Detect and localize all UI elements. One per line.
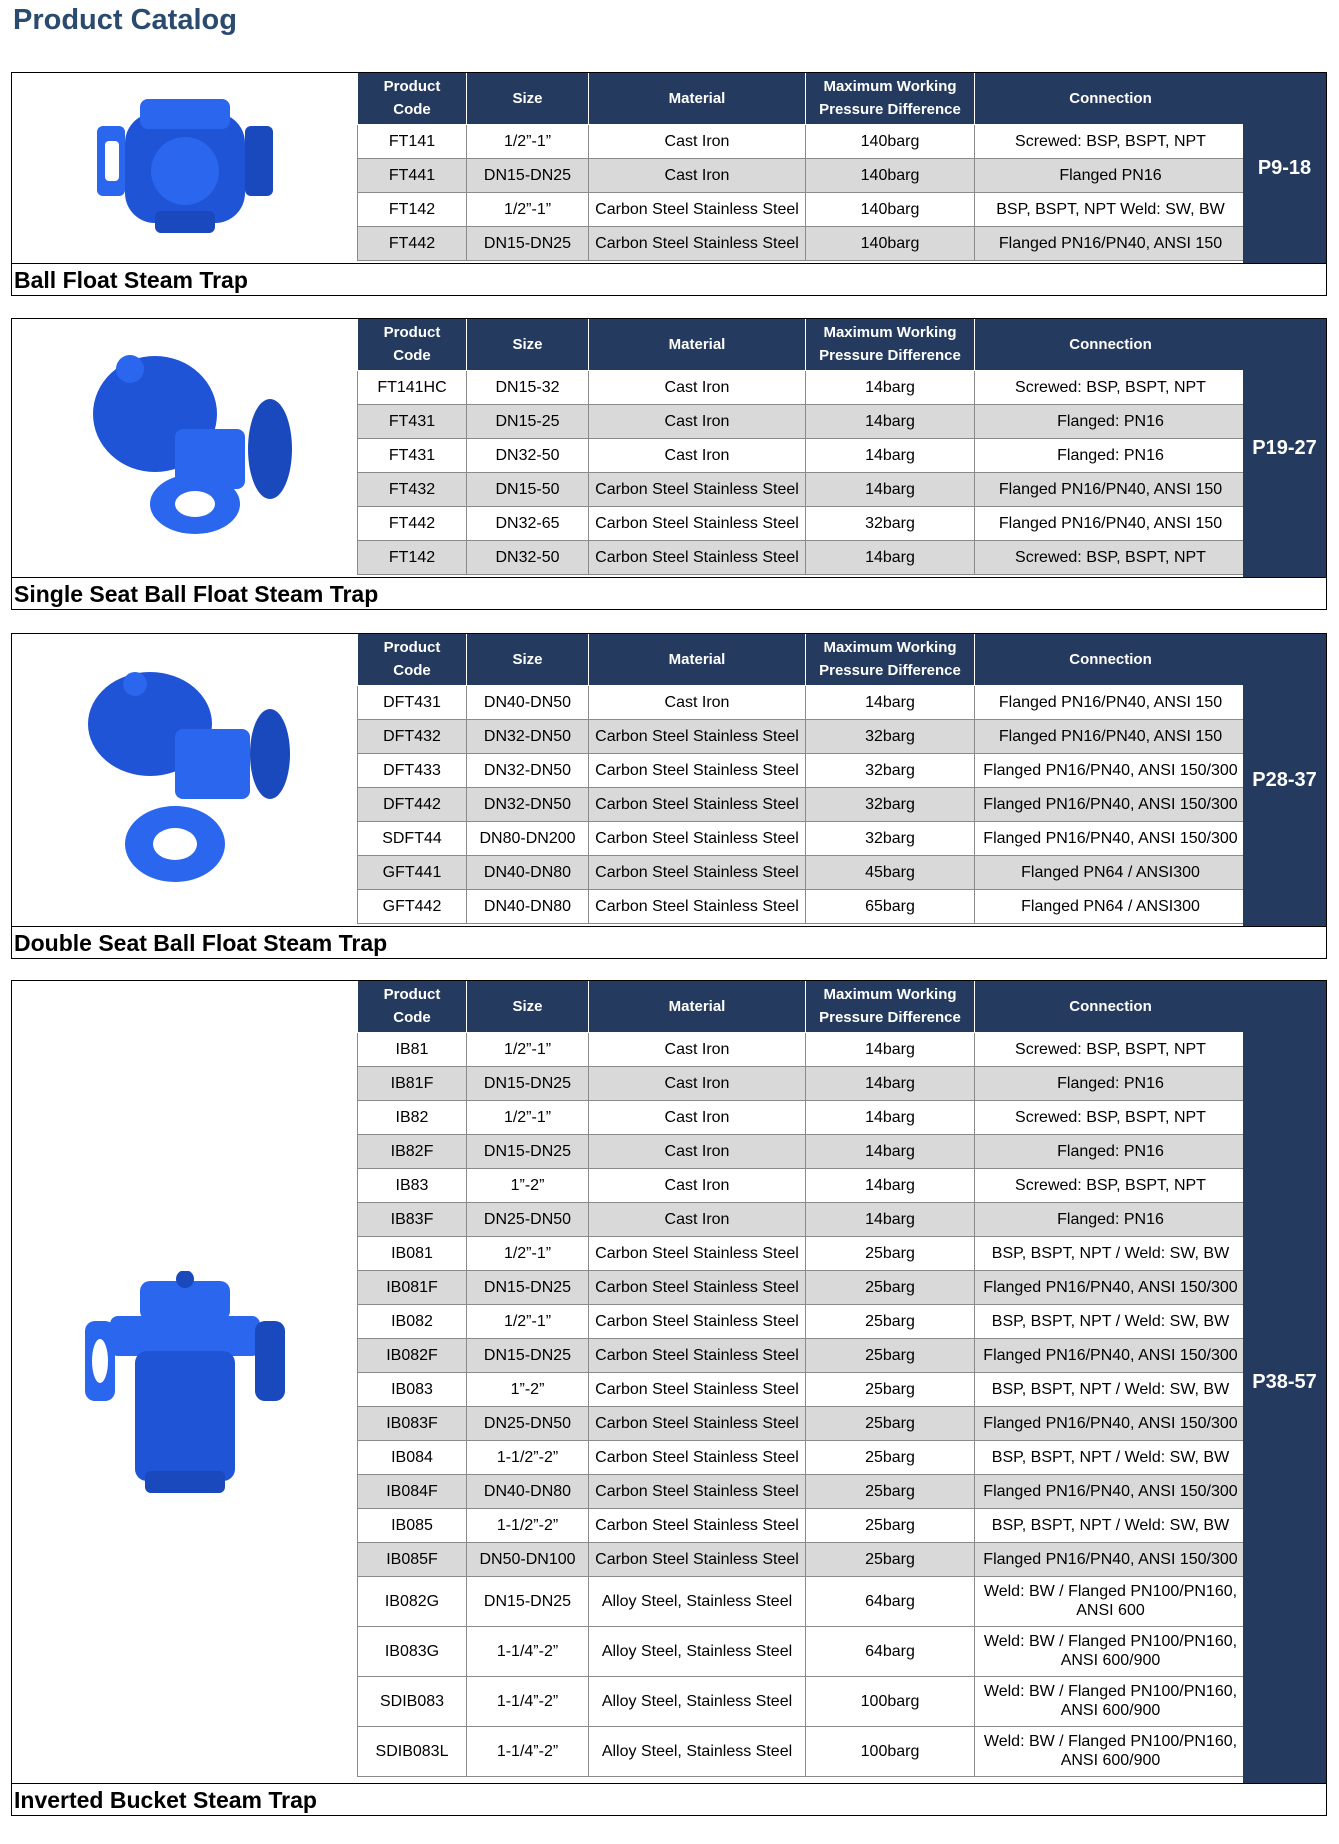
cell-code: FT432 [358, 472, 467, 506]
table-row [358, 158, 1247, 192]
table-row [358, 124, 1247, 158]
cell-pressure: 14barg [806, 438, 975, 472]
cell-pressure: 14barg [806, 1202, 975, 1236]
spec-table [357, 981, 1247, 1777]
cell-size: DN15-DN25 [467, 226, 589, 260]
cell-size: DN15-DN25 [467, 1134, 589, 1168]
table-row [358, 1134, 1247, 1168]
cell-connection: Weld: BW / Flanged PN100/PN160, ANSI 600/900 [975, 1626, 1247, 1676]
cell-code: FT142 [358, 192, 467, 226]
cell-size: DN32-DN50 [467, 787, 589, 821]
col-header-product-code: Product Code [358, 73, 467, 124]
table-row [358, 855, 1247, 889]
cell-size: DN15-50 [467, 472, 589, 506]
cell-size: DN15-DN25 [467, 158, 589, 192]
cell-size: DN25-DN50 [467, 1406, 589, 1440]
cell-material: Carbon Steel Stainless Steel [589, 855, 806, 889]
cell-size: DN15-25 [467, 404, 589, 438]
cell-connection: Flanged: PN16 [975, 404, 1247, 438]
cell-material: Carbon Steel Stainless Steel [589, 889, 806, 923]
cell-size: DN32-50 [467, 438, 589, 472]
cell-material: Alloy Steel, Stainless Steel [589, 1576, 806, 1626]
table-row [358, 1236, 1247, 1270]
col-header-connection: Connection [975, 73, 1247, 124]
cell-material: Carbon Steel Stainless Steel [589, 226, 806, 260]
cell-pressure: 25barg [806, 1508, 975, 1542]
col-header-connection: Connection [975, 981, 1247, 1032]
col-header-material: Material [589, 319, 806, 370]
section-single-seat-ball-float-steam-trap [11, 318, 1327, 610]
cell-size: DN32-50 [467, 540, 589, 574]
col-header-size: Size [467, 319, 589, 370]
cell-material: Carbon Steel Stainless Steel [589, 787, 806, 821]
section-label: Double Seat Ball Float Steam Trap [12, 926, 1326, 958]
cell-connection: Flanged PN16/PN40, ANSI 150/300 [975, 1474, 1247, 1508]
cell-connection: Flanged PN16/PN40, ANSI 150 [975, 472, 1247, 506]
col-header-connection: Connection [975, 634, 1247, 685]
spec-table [357, 634, 1247, 924]
cell-code: IB085F [358, 1542, 467, 1576]
cell-pressure: 140barg [806, 226, 975, 260]
cell-connection: Flanged PN16/PN40, ANSI 150/300 [975, 787, 1247, 821]
cell-pressure: 32barg [806, 719, 975, 753]
table-row [358, 787, 1247, 821]
table-row [358, 1338, 1247, 1372]
cell-code: IB82 [358, 1100, 467, 1134]
cell-material: Carbon Steel Stainless Steel [589, 1372, 806, 1406]
cell-connection: Flanged PN16/PN40, ANSI 150/300 [975, 1270, 1247, 1304]
product-image-cell [12, 634, 357, 926]
cell-code: DFT431 [358, 685, 467, 719]
cell-pressure: 32barg [806, 821, 975, 855]
col-header-size: Size [467, 634, 589, 685]
cell-pressure: 45barg [806, 855, 975, 889]
cell-material: Carbon Steel Stainless Steel [589, 753, 806, 787]
cell-pressure: 140barg [806, 192, 975, 226]
cell-size: DN15-DN25 [467, 1338, 589, 1372]
cell-pressure: 25barg [806, 1236, 975, 1270]
cell-material: Carbon Steel Stainless Steel [589, 472, 806, 506]
table-row [358, 1676, 1247, 1726]
ball-float-trap-image [85, 91, 285, 241]
cell-size: DN25-DN50 [467, 1202, 589, 1236]
cell-connection: BSP, BSPT, NPT / Weld: SW, BW [975, 1304, 1247, 1338]
table-row [358, 1406, 1247, 1440]
page-reference: P9-18 [1243, 73, 1326, 263]
table-row [358, 1168, 1247, 1202]
cell-size: 1/2”-1” [467, 1032, 589, 1066]
cell-material: Carbon Steel Stainless Steel [589, 192, 806, 226]
double-seat-trap-image [75, 669, 295, 889]
cell-connection: Screwed: BSP, BSPT, NPT [975, 1100, 1247, 1134]
cell-connection: Flanged PN16/PN40, ANSI 150 [975, 685, 1247, 719]
cell-code: FT141 [358, 124, 467, 158]
cell-material: Carbon Steel Stainless Steel [589, 1236, 806, 1270]
cell-size: DN40-DN50 [467, 685, 589, 719]
table-row [358, 404, 1247, 438]
cell-connection: Weld: BW / Flanged PN100/PN160, ANSI 600/900 [975, 1676, 1247, 1726]
cell-size: 1-1/2”-2” [467, 1440, 589, 1474]
cell-material: Cast Iron [589, 1066, 806, 1100]
cell-material: Cast Iron [589, 1100, 806, 1134]
inverted-bucket-trap-image [80, 1271, 290, 1501]
product-image-cell [12, 981, 357, 1783]
cell-pressure: 14barg [806, 685, 975, 719]
cell-code: SDFT44 [358, 821, 467, 855]
cell-pressure: 14barg [806, 1100, 975, 1134]
cell-code: IB081F [358, 1270, 467, 1304]
cell-pressure: 64barg [806, 1576, 975, 1626]
cell-size: 1/2”-1” [467, 192, 589, 226]
cell-material: Cast Iron [589, 1134, 806, 1168]
cell-size: DN50-DN100 [467, 1542, 589, 1576]
cell-connection: Screwed: BSP, BSPT, NPT [975, 540, 1247, 574]
cell-material: Alloy Steel, Stainless Steel [589, 1676, 806, 1726]
spec-table [357, 73, 1247, 261]
page-reference: P28-37 [1243, 634, 1326, 926]
cell-pressure: 32barg [806, 787, 975, 821]
cell-code: IB084 [358, 1440, 467, 1474]
table-row [358, 472, 1247, 506]
cell-connection: Flanged PN16/PN40, ANSI 150 [975, 719, 1247, 753]
cell-material: Carbon Steel Stainless Steel [589, 1542, 806, 1576]
cell-material: Cast Iron [589, 438, 806, 472]
cell-size: DN40-DN80 [467, 855, 589, 889]
cell-size: 1-1/4”-2” [467, 1726, 589, 1776]
cell-material: Cast Iron [589, 1032, 806, 1066]
cell-connection: Screwed: BSP, BSPT, NPT [975, 1168, 1247, 1202]
cell-code: IB082F [358, 1338, 467, 1372]
cell-size: DN15-DN25 [467, 1576, 589, 1626]
cell-code: GFT441 [358, 855, 467, 889]
cell-connection: Flanged PN16 [975, 158, 1247, 192]
cell-pressure: 14barg [806, 404, 975, 438]
cell-size: 1-1/2”-2” [467, 1508, 589, 1542]
section-label: Single Seat Ball Float Steam Trap [12, 577, 1326, 609]
page-title: Product Catalog [13, 4, 237, 36]
cell-material: Carbon Steel Stainless Steel [589, 1304, 806, 1338]
cell-connection: Flanged PN16/PN40, ANSI 150/300 [975, 821, 1247, 855]
table-row [358, 540, 1247, 574]
cell-size: DN80-DN200 [467, 821, 589, 855]
cell-pressure: 14barg [806, 1134, 975, 1168]
section-label: Inverted Bucket Steam Trap [12, 1783, 1326, 1815]
section-inverted-bucket-steam-trap [11, 980, 1327, 1816]
cell-material: Carbon Steel Stainless Steel [589, 1338, 806, 1372]
cell-code: SDIB083L [358, 1726, 467, 1776]
col-header-size: Size [467, 73, 589, 124]
cell-pressure: 14barg [806, 370, 975, 404]
cell-size: 1/2”-1” [467, 1100, 589, 1134]
col-header-pressure: Maximum Working Pressure Difference [806, 319, 975, 370]
cell-pressure: 14barg [806, 1032, 975, 1066]
cell-size: 1/2”-1” [467, 124, 589, 158]
col-header-material: Material [589, 73, 806, 124]
cell-code: FT142 [358, 540, 467, 574]
cell-size: 1”-2” [467, 1168, 589, 1202]
cell-pressure: 100barg [806, 1726, 975, 1776]
cell-material: Carbon Steel Stainless Steel [589, 1440, 806, 1474]
cell-connection: BSP, BSPT, NPT / Weld: SW, BW [975, 1508, 1247, 1542]
cell-pressure: 14barg [806, 1066, 975, 1100]
section-label: Ball Float Steam Trap [12, 263, 1326, 295]
cell-material: Carbon Steel Stainless Steel [589, 1406, 806, 1440]
cell-size: DN15-32 [467, 370, 589, 404]
cell-material: Cast Iron [589, 404, 806, 438]
cell-code: IB081 [358, 1236, 467, 1270]
cell-size: 1/2”-1” [467, 1236, 589, 1270]
table-row [358, 1726, 1247, 1776]
cell-pressure: 32barg [806, 753, 975, 787]
cell-pressure: 100barg [806, 1676, 975, 1726]
cell-connection: Flanged PN16/PN40, ANSI 150/300 [975, 1542, 1247, 1576]
cell-connection: Flanged PN16/PN40, ANSI 150/300 [975, 1338, 1247, 1372]
table-row [358, 685, 1247, 719]
cell-connection: Flanged: PN16 [975, 1202, 1247, 1236]
table-row [358, 1032, 1247, 1066]
cell-pressure: 14barg [806, 540, 975, 574]
table-row [358, 506, 1247, 540]
cell-code: IB83F [358, 1202, 467, 1236]
cell-material: Alloy Steel, Stainless Steel [589, 1626, 806, 1676]
table-row [358, 1542, 1247, 1576]
cell-code: DFT432 [358, 719, 467, 753]
cell-connection: Flanged: PN16 [975, 1066, 1247, 1100]
cell-connection: Flanged: PN16 [975, 1134, 1247, 1168]
cell-connection: Flanged: PN16 [975, 438, 1247, 472]
cell-pressure: 25barg [806, 1542, 975, 1576]
table-row [358, 1372, 1247, 1406]
cell-material: Carbon Steel Stainless Steel [589, 506, 806, 540]
cell-pressure: 14barg [806, 472, 975, 506]
cell-code: IB81 [358, 1032, 467, 1066]
spec-table [357, 319, 1247, 575]
col-header-product-code: Product Code [358, 319, 467, 370]
cell-connection: BSP, BSPT, NPT / Weld: SW, BW [975, 1236, 1247, 1270]
table-row [358, 1474, 1247, 1508]
cell-material: Alloy Steel, Stainless Steel [589, 1726, 806, 1776]
cell-pressure: 65barg [806, 889, 975, 923]
cell-code: IB083 [358, 1372, 467, 1406]
cell-code: IB084F [358, 1474, 467, 1508]
cell-code: DFT442 [358, 787, 467, 821]
cell-connection: BSP, BSPT, NPT Weld: SW, BW [975, 192, 1247, 226]
cell-code: FT441 [358, 158, 467, 192]
cell-pressure: 25barg [806, 1372, 975, 1406]
cell-pressure: 64barg [806, 1626, 975, 1676]
cell-size: 1-1/4”-2” [467, 1676, 589, 1726]
cell-code: FT442 [358, 226, 467, 260]
table-row [358, 1576, 1247, 1626]
cell-code: FT442 [358, 506, 467, 540]
col-header-product-code: Product Code [358, 981, 467, 1032]
cell-code: IB082G [358, 1576, 467, 1626]
col-header-product-code: Product Code [358, 634, 467, 685]
table-row [358, 1100, 1247, 1134]
cell-material: Carbon Steel Stainless Steel [589, 821, 806, 855]
cell-code: FT141HC [358, 370, 467, 404]
single-seat-trap-image [75, 349, 295, 539]
table-row [358, 226, 1247, 260]
cell-size: 1”-2” [467, 1372, 589, 1406]
cell-material: Carbon Steel Stainless Steel [589, 1270, 806, 1304]
table-row [358, 1508, 1247, 1542]
cell-size: 1/2”-1” [467, 1304, 589, 1338]
cell-connection: Flanged PN16/PN40, ANSI 150/300 [975, 753, 1247, 787]
cell-connection: Flanged PN16/PN40, ANSI 150 [975, 226, 1247, 260]
table-row [358, 192, 1247, 226]
cell-pressure: 25barg [806, 1440, 975, 1474]
cell-code: DFT433 [358, 753, 467, 787]
cell-pressure: 25barg [806, 1474, 975, 1508]
cell-connection: Screwed: BSP, BSPT, NPT [975, 124, 1247, 158]
table-row [358, 1270, 1247, 1304]
cell-material: Cast Iron [589, 370, 806, 404]
page-reference: P38-57 [1243, 981, 1326, 1783]
cell-connection: Weld: BW / Flanged PN100/PN160, ANSI 600/900 [975, 1726, 1247, 1776]
cell-pressure: 32barg [806, 506, 975, 540]
cell-pressure: 140barg [806, 124, 975, 158]
cell-connection: Flanged PN16/PN40, ANSI 150 [975, 506, 1247, 540]
col-header-size: Size [467, 981, 589, 1032]
cell-material: Carbon Steel Stainless Steel [589, 719, 806, 753]
cell-material: Carbon Steel Stainless Steel [589, 1474, 806, 1508]
cell-size: DN32-65 [467, 506, 589, 540]
cell-pressure: 25barg [806, 1270, 975, 1304]
cell-material: Carbon Steel Stainless Steel [589, 1508, 806, 1542]
cell-material: Cast Iron [589, 1168, 806, 1202]
cell-pressure: 140barg [806, 158, 975, 192]
cell-pressure: 14barg [806, 1168, 975, 1202]
cell-code: IB083G [358, 1626, 467, 1676]
cell-material: Carbon Steel Stainless Steel [589, 540, 806, 574]
cell-size: 1-1/4”-2” [467, 1626, 589, 1676]
cell-size: DN32-DN50 [467, 753, 589, 787]
col-header-pressure: Maximum Working Pressure Difference [806, 634, 975, 685]
cell-connection: Flanged PN16/PN40, ANSI 150/300 [975, 1406, 1247, 1440]
cell-material: Cast Iron [589, 158, 806, 192]
cell-connection: BSP, BSPT, NPT / Weld: SW, BW [975, 1440, 1247, 1474]
table-row [358, 1202, 1247, 1236]
cell-size: DN40-DN80 [467, 889, 589, 923]
cell-size: DN15-DN25 [467, 1270, 589, 1304]
cell-material: Cast Iron [589, 1202, 806, 1236]
cell-code: IB83 [358, 1168, 467, 1202]
cell-pressure: 25barg [806, 1338, 975, 1372]
table-row [358, 889, 1247, 923]
cell-code: IB82F [358, 1134, 467, 1168]
cell-code: IB082 [358, 1304, 467, 1338]
cell-size: DN40-DN80 [467, 1474, 589, 1508]
cell-pressure: 25barg [806, 1406, 975, 1440]
table-row [358, 1440, 1247, 1474]
col-header-connection: Connection [975, 319, 1247, 370]
cell-connection: Flanged PN64 / ANSI300 [975, 855, 1247, 889]
col-header-material: Material [589, 634, 806, 685]
table-row [358, 753, 1247, 787]
table-row [358, 719, 1247, 753]
cell-connection: Screwed: BSP, BSPT, NPT [975, 370, 1247, 404]
col-header-pressure: Maximum Working Pressure Difference [806, 981, 975, 1032]
page-reference: P19-27 [1243, 319, 1326, 577]
table-row [358, 821, 1247, 855]
cell-connection: Flanged PN64 / ANSI300 [975, 889, 1247, 923]
cell-code: FT431 [358, 404, 467, 438]
cell-material: Cast Iron [589, 685, 806, 719]
table-row [358, 1626, 1247, 1676]
cell-connection: Weld: BW / Flanged PN100/PN160, ANSI 600 [975, 1576, 1247, 1626]
cell-material: Cast Iron [589, 124, 806, 158]
section-ball-float-steam-trap [11, 72, 1327, 296]
cell-pressure: 25barg [806, 1304, 975, 1338]
cell-code: IB085 [358, 1508, 467, 1542]
cell-code: SDIB083 [358, 1676, 467, 1726]
table-row [358, 370, 1247, 404]
table-row [358, 1066, 1247, 1100]
cell-code: GFT442 [358, 889, 467, 923]
section-double-seat-ball-float-steam-trap [11, 633, 1327, 959]
cell-size: DN32-DN50 [467, 719, 589, 753]
product-image-cell [12, 319, 357, 577]
cell-connection: BSP, BSPT, NPT / Weld: SW, BW [975, 1372, 1247, 1406]
col-header-pressure: Maximum Working Pressure Difference [806, 73, 975, 124]
cell-code: IB81F [358, 1066, 467, 1100]
cell-code: FT431 [358, 438, 467, 472]
cell-connection: Screwed: BSP, BSPT, NPT [975, 1032, 1247, 1066]
col-header-material: Material [589, 981, 806, 1032]
cell-code: IB083F [358, 1406, 467, 1440]
product-image-cell [12, 73, 357, 263]
table-row [358, 438, 1247, 472]
table-row [358, 1304, 1247, 1338]
cell-size: DN15-DN25 [467, 1066, 589, 1100]
